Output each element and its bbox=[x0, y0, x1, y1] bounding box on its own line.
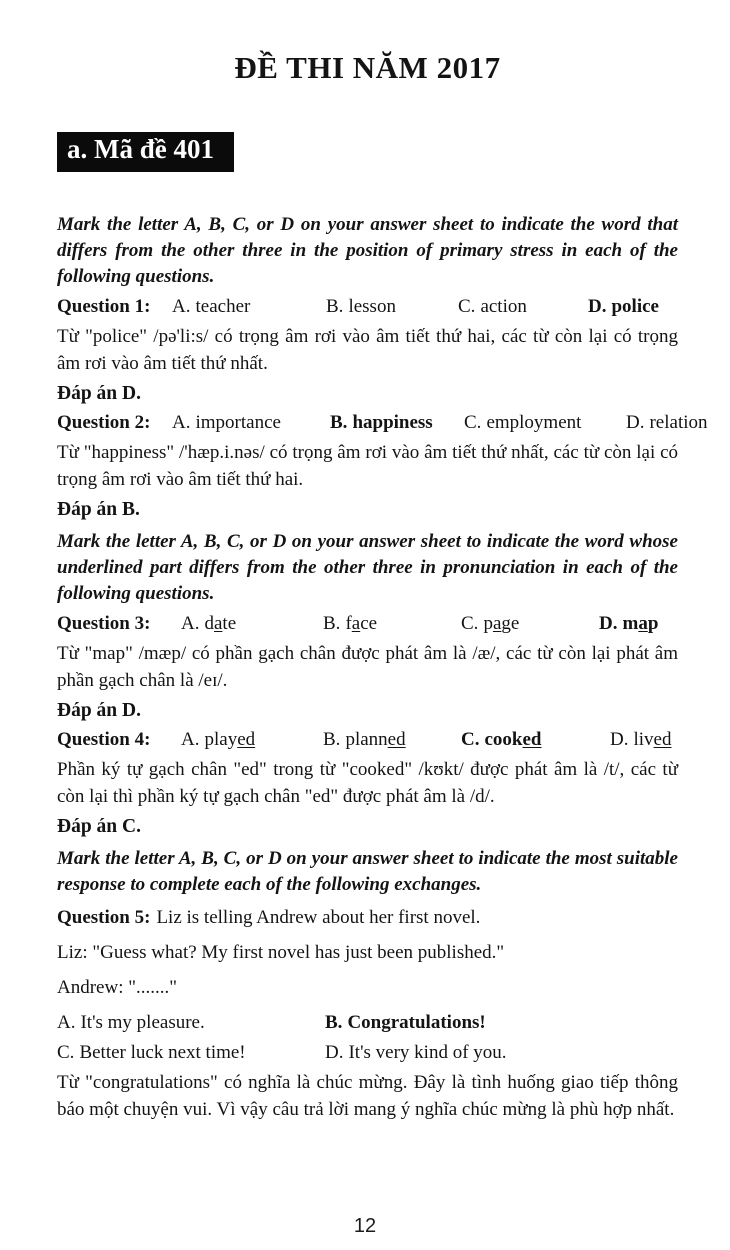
question-3-label: Question 3: bbox=[57, 613, 151, 634]
question-3-option-a: A. date bbox=[181, 613, 237, 634]
question-3-row bbox=[57, 610, 678, 637]
question-3-explanation: Từ "map" /mæp/ có phần gạch chân được phát âm là /æ/, các từ còn lại phát âm phần gạch chân là /eɪ/. bbox=[57, 643, 678, 691]
question-4-option-a: A. played bbox=[181, 729, 256, 750]
page-number: 12 bbox=[353, 1215, 377, 1237]
question-5-explanation: Từ "congratulations" có nghĩa là chúc mừng. Đây là tình huống giao tiếp thông báo một chuyện vui. Vì vậy câu trả lời mang ý nghĩa chúc mừng là phù hợp nhất. bbox=[57, 1072, 678, 1120]
document-page bbox=[0, 50, 730, 1123]
instruction-exchange: Mark the letter A, B, C, or D on your answer sheet to indicate the most suitable response to complete each of the following exchanges. bbox=[57, 848, 678, 895]
dialogue-andrew: Andrew: "......." bbox=[57, 977, 177, 998]
question-4-option-b: B. planned bbox=[323, 729, 406, 750]
question-5-statement-text: Liz is telling Andrew about her first novel. bbox=[156, 907, 481, 928]
question-5-option-b: B. Congratulations! bbox=[325, 1012, 486, 1033]
question-1-option-a: A. teacher bbox=[172, 296, 251, 317]
question-2-option-d: D. relation bbox=[626, 412, 708, 433]
question-4-row bbox=[57, 726, 678, 753]
question-3-answer: Đáp án D. bbox=[57, 700, 141, 721]
question-4-explanation: Phần ký tự gạch chân "ed" trong từ "cooked" /kʊkt/ được phát âm là /t/, các từ còn lại thì phần ký tự gạch chân "ed" được phát âm là /d/. bbox=[57, 759, 678, 807]
section-heading: a. Mã đề 401 bbox=[57, 132, 234, 172]
dialogue-liz: Liz: "Guess what? My first novel has just been published." bbox=[57, 942, 505, 963]
section-heading-wrap bbox=[57, 132, 678, 172]
question-2-option-b: B. happiness bbox=[330, 412, 433, 433]
question-4-option-c: C. cooked bbox=[461, 729, 542, 750]
question-1-answer: Đáp án D. bbox=[57, 383, 141, 404]
question-4-option-d: D. lived bbox=[610, 729, 672, 750]
question-3-option-c: C. page bbox=[461, 613, 520, 634]
question-1-row bbox=[57, 293, 678, 320]
question-2-answer: Đáp án B. bbox=[57, 499, 140, 520]
question-2-label: Question 2: bbox=[57, 412, 151, 433]
question-2-option-c: C. employment bbox=[464, 412, 582, 433]
page-title: ĐỀ THI NĂM 2017 bbox=[234, 50, 501, 85]
question-1-option-c: C. action bbox=[458, 296, 527, 317]
question-5-option-d: D. It's very kind of you. bbox=[325, 1042, 507, 1063]
question-4-answer: Đáp án C. bbox=[57, 816, 141, 837]
question-1-label: Question 1: bbox=[57, 296, 151, 317]
question-5-options-row-ab bbox=[57, 1009, 678, 1036]
question-2-row bbox=[57, 409, 708, 436]
instruction-pronunciation: Mark the letter A, B, C, or D on your answer sheet to indicate the word whose underlined part differs from the other three in pronunciation in each of the following questions. bbox=[57, 531, 678, 604]
instruction-stress: Mark the letter A, B, C, or D on your answer sheet to indicate the word that differs from the other three in the position of primary stress in each of the following questions. bbox=[57, 214, 678, 287]
question-5-option-c: C. Better luck next time! bbox=[57, 1042, 246, 1063]
question-5-statement bbox=[57, 904, 678, 931]
question-4-label: Question 4: bbox=[57, 729, 151, 750]
question-5-option-a: A. It's my pleasure. bbox=[57, 1012, 205, 1033]
question-2-option-a: A. importance bbox=[172, 412, 281, 433]
question-1-option-b: B. lesson bbox=[326, 296, 396, 317]
question-1-explanation: Từ "police" /pə'li:s/ có trọng âm rơi vào âm tiết thứ hai, các từ còn lại có trọng âm rơi vào âm tiết thứ nhất. bbox=[57, 326, 678, 374]
question-5-label: Question 5: bbox=[57, 907, 151, 928]
question-5-options-row-cd bbox=[57, 1039, 678, 1066]
question-2-explanation: Từ "happiness" /'hæp.i.nəs/ có trọng âm rơi vào âm tiết thứ nhất, các từ còn lại có trọng âm rơi vào âm tiết thứ hai. bbox=[57, 442, 678, 490]
question-1-option-d: D. police bbox=[588, 296, 659, 317]
question-3-option-b: B. face bbox=[323, 613, 378, 634]
question-3-option-d: D. map bbox=[599, 613, 659, 634]
